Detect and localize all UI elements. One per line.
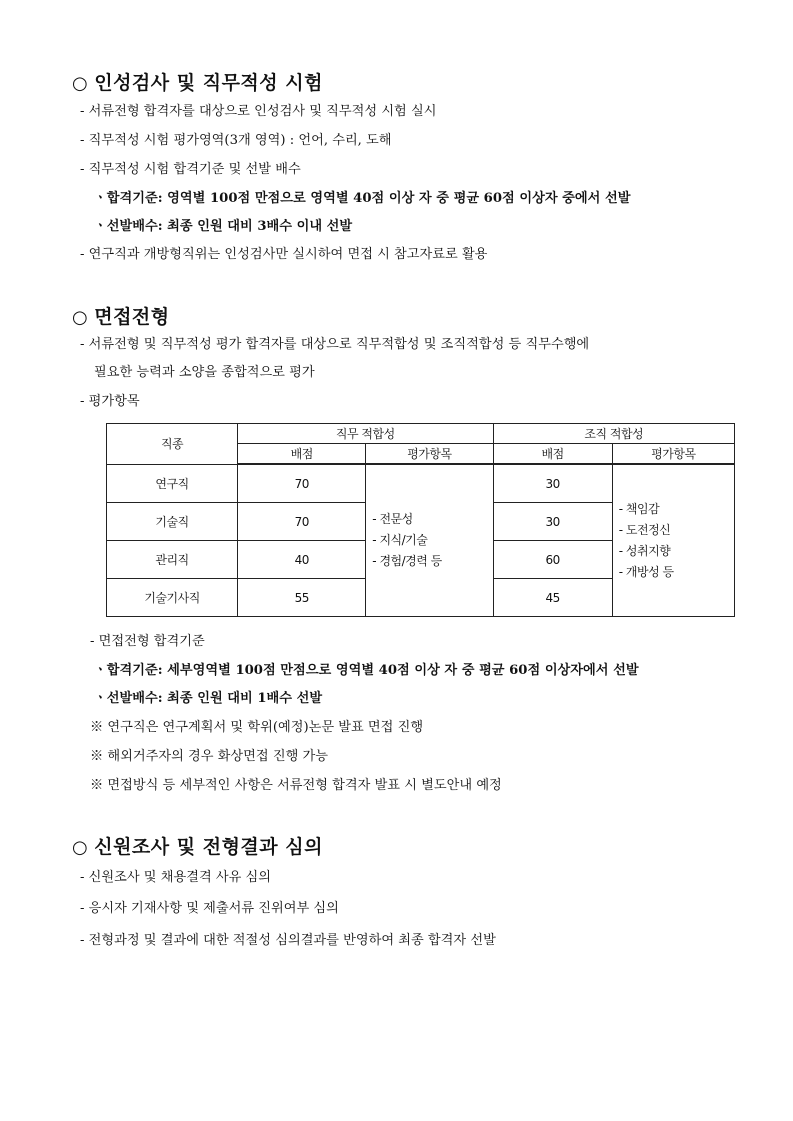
- header-org-fit: 조직 적합성: [493, 424, 734, 444]
- note-line: ※ 면접방식 등 세부적인 사항은 서류전형 합격자 발표 시 별도안내 예정: [90, 778, 502, 793]
- text-line: - 신원조사 및 채용결격 사유 심의: [80, 870, 272, 885]
- header-role: 직종: [107, 424, 238, 465]
- role-cell: 연구직: [107, 464, 238, 503]
- job-item: - 경험/경력 등: [372, 554, 442, 568]
- section-marker: ○: [72, 837, 89, 858]
- text-line: - 응시자 기재사항 및 제출서류 진위여부 심의: [80, 901, 339, 916]
- org-score-cell: 30: [493, 464, 612, 503]
- org-score-cell: 60: [493, 541, 612, 579]
- table-row: [107, 464, 735, 503]
- section-title-background-check: ○ 신원조사 및 전형결과 심의: [72, 836, 323, 858]
- job-items-cell: [366, 464, 493, 617]
- text-line: - 연구직과 개방형직위는 인성검사만 실시하여 면접 시 참고자료로 활용: [80, 247, 488, 262]
- text-line: - 서류전형 및 직무적성 평가 합격자를 대상으로 직무적합성 및 조직적합성 등 직무수행에: [80, 337, 590, 352]
- org-score-cell: 30: [493, 503, 612, 541]
- criteria-line: ㆍ합격기준: 세부영역별 100점 만점으로 영역별 40점 이상 자 중 평균 60점 이상자에서 선발: [94, 663, 639, 678]
- text-line: - 전형과정 및 결과에 대한 적절성 심의결과를 반영하여 최종 합격자 선발: [80, 933, 496, 948]
- text-line: - 직무적성 시험 평가영역(3개 영역) : 언어, 수리, 도해: [80, 133, 392, 148]
- section-title-personality-aptitude: ○ 인성검사 및 직무적성 시험: [72, 72, 323, 94]
- job-score-cell: 40: [238, 541, 366, 579]
- job-score-cell: 55: [238, 579, 366, 617]
- header-org-score: 배점: [493, 444, 612, 465]
- org-item: - 책임감: [618, 501, 660, 516]
- header-job-fit: 직무 적합성: [238, 424, 493, 444]
- header-job-items: 평가항목: [366, 444, 493, 465]
- note-line: ※ 해외거주자의 경우 화상면접 진행 가능: [90, 749, 328, 764]
- job-item: - 전문성: [372, 512, 413, 526]
- text-line: - 직무적성 시험 합격기준 및 선발 배수: [80, 162, 301, 177]
- role-cell: 관리직: [107, 541, 238, 579]
- selection-ratio-line: ㆍ선발배수: 최종 인원 대비 1배수 선발: [94, 691, 323, 706]
- role-cell: 기술기사직: [107, 579, 238, 617]
- header-org-items: 평가항목: [612, 444, 734, 465]
- org-item: - 성취지향: [618, 543, 671, 558]
- text-line: 필요한 능력과 소양을 종합적으로 평가: [94, 365, 315, 380]
- job-score-cell: 70: [238, 464, 366, 503]
- text-line: - 면접전형 합격기준: [90, 634, 205, 649]
- text-line: - 서류전형 합격자를 대상으로 인성검사 및 직무적성 시험 실시: [80, 104, 437, 119]
- criteria-line: ㆍ합격기준: 영역별 100점 만점으로 영역별 40점 이상 자 중 평균 60점 이상자 중에서 선발: [94, 191, 631, 206]
- evaluation-table: [106, 423, 735, 617]
- org-item: - 개방성 등: [618, 564, 674, 579]
- section-marker: ○: [72, 73, 89, 94]
- org-items-cell: [612, 464, 734, 617]
- text-line: - 평가항목: [80, 394, 140, 409]
- job-item: - 지식/기술: [372, 533, 428, 547]
- selection-ratio-line: ㆍ선발배수: 최종 인원 대비 3배수 이내 선발: [94, 219, 353, 234]
- org-item: - 도전정신: [618, 522, 671, 537]
- note-line: ※ 연구직은 연구계획서 및 학위(예정)논문 발표 면접 진행: [90, 720, 424, 735]
- header-job-score: 배점: [238, 444, 366, 465]
- section-title-interview: ○ 면접전형: [72, 306, 170, 328]
- org-score-cell: 45: [493, 579, 612, 617]
- section-marker: ○: [72, 307, 89, 328]
- role-cell: 기술직: [107, 503, 238, 541]
- job-score-cell: 70: [238, 503, 366, 541]
